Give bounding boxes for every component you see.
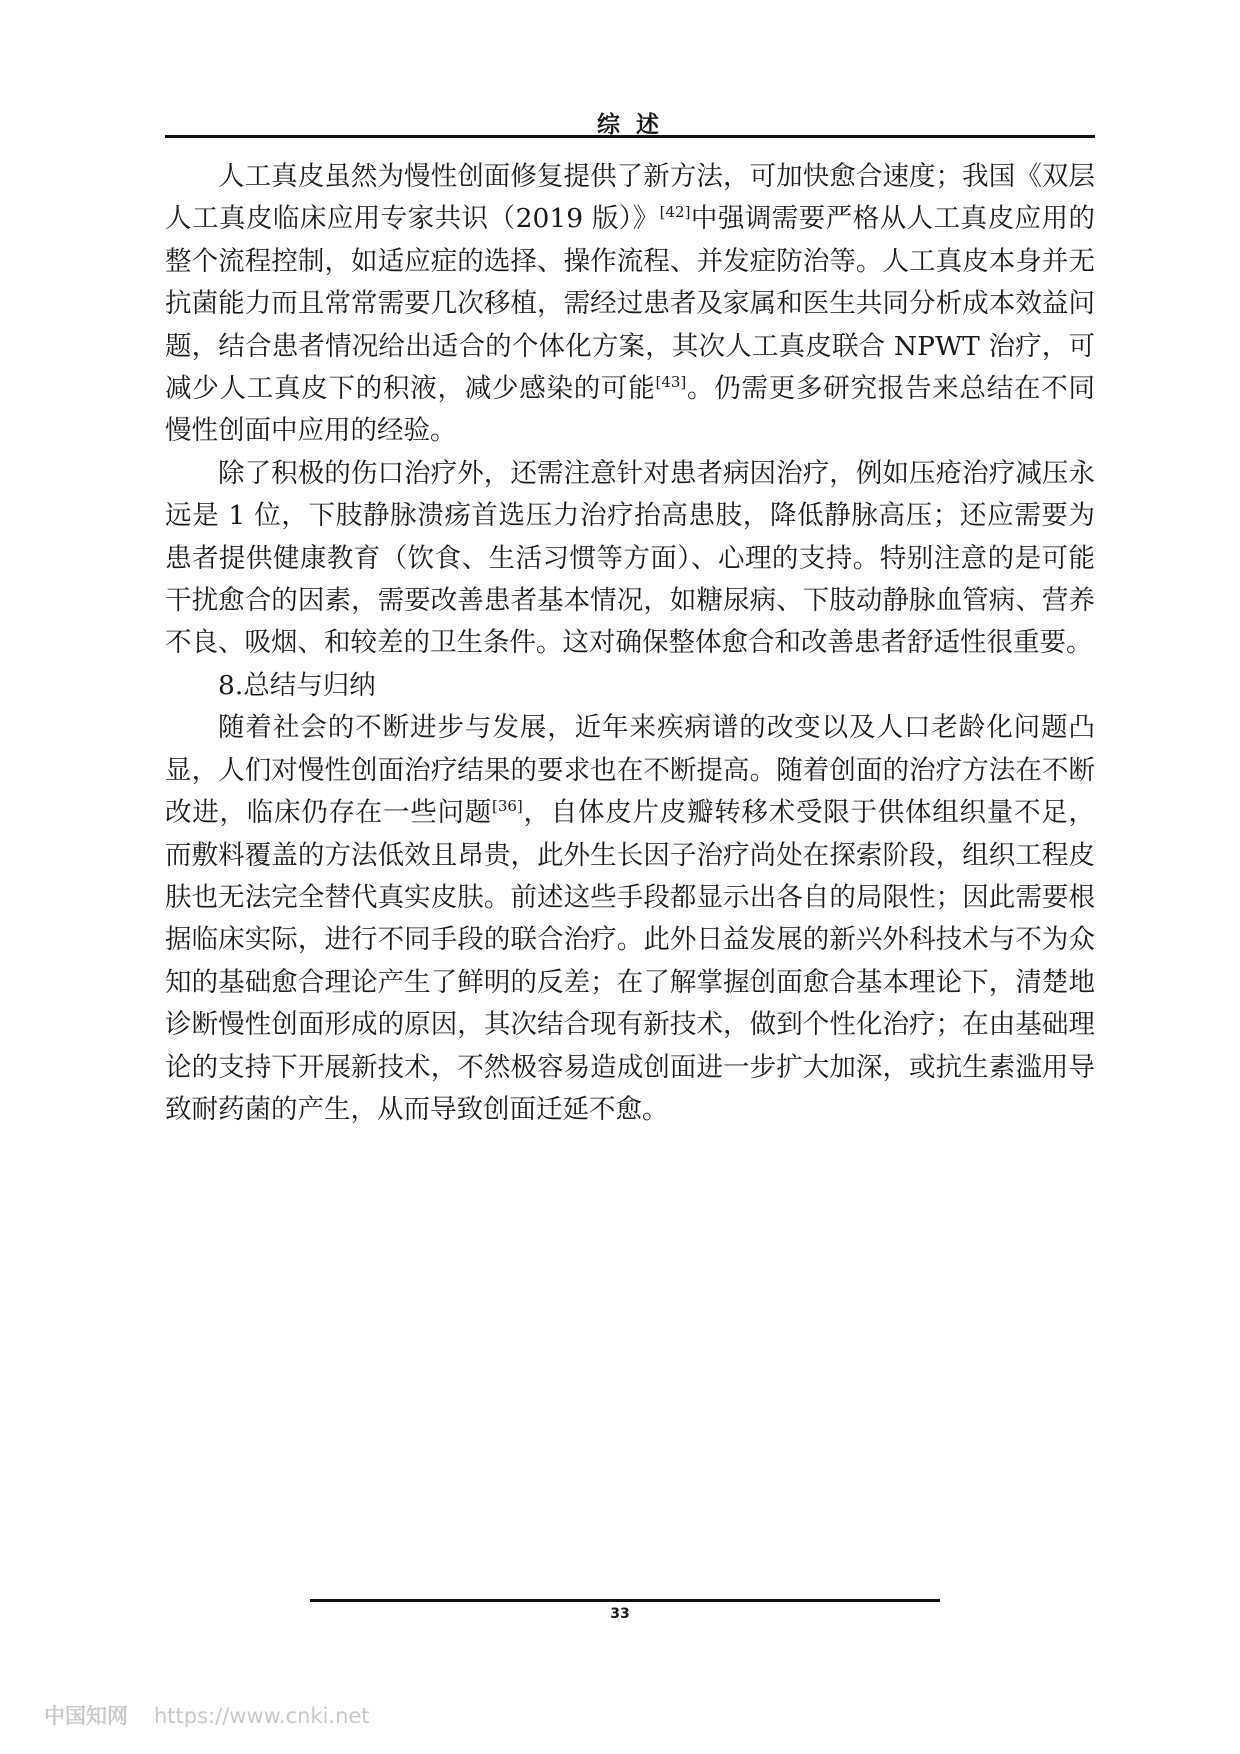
paragraph-summary (165, 707, 1095, 1131)
citation-ref[interactable]: [36] (491, 797, 523, 816)
watermark-url[interactable]: https://www.cnki.net (154, 1704, 370, 1728)
paragraph-text: 随着社会的不断进步与发展，近年来疾病谱的改变以及人口老龄化问题凸显，人们对慢性创面治疗结果的要求也在不断提高。随着创面的治疗方法在不断改进，临床仍存在一些问题 (165, 712, 1095, 829)
paragraph-text: ，自体皮片皮瓣转移术受限于供体组织量不足，而敷料覆盖的方法低效且昂贵，此外生长因子治疗尚处在探索阶段，组织工程皮肤也无法完全替代真实皮肤。前述这些手段都显示出各自的局限性；因此需要根据临床实际，进行不同手段的联合治疗。此外日益发展的新兴外科技术与不为众知的基础愈合理论产生了鲜明的反差；在了解掌握创面愈合基本理论下，清楚地诊断慢性创面形成的原因，其次结合现有新技术，做到个性化治疗；在由基础理论的支持下开展新技术，不然极容易造成创面进一步扩大加深，或抗生素滥用导致耐药菌的产生，从而导致创面迁延不愈。 (165, 797, 1096, 1125)
page-header (165, 102, 1095, 140)
body-text (165, 156, 1095, 1131)
cnki-watermark (44, 1700, 370, 1730)
paragraph-text: 中强调需要严格从人工真皮应用的整个流程控制，如适应症的选择、操作流程、并发症防治等。人工真皮本身并无抗菌能力而且常常需要几次移植，需经过患者及家属和医生共同分析成本效益问题，结合患者情况给出适合的个体化方案，其次人工真皮联合 NPWT 治疗，可减少人工真皮下的积液，减少感染的可能 (165, 203, 1095, 405)
paragraph-text: 除了积极的伤口治疗外，还需注意针对患者病因治疗，例如压疮治疗减压永远是 1 位，下肢静脉溃疡首选压力治疗抬高患肢，降低静脉高压；还应需要为患者提供健康教育（饮食、生活习惯等方面）、心理的支持。特别注意的是可能干扰愈合的因素，需要改善患者基本情况，如糖尿病、下肢动静脉血管病、营养不良、吸烟、和较差的卫生条件。这对确保整体愈合和改善患者舒适性很重要。 (165, 457, 1095, 659)
page-number: 33 (610, 1606, 630, 1622)
citation-ref[interactable]: [43] (655, 373, 687, 392)
paragraph-etiology-treatment (165, 453, 1095, 665)
citation-ref[interactable]: [42] (659, 203, 691, 222)
paragraph-text: 人工真皮虽然为慢性创面修复提供了新方法，可加快愈合速度；我国《双层人工真皮临床应用专家共识（2019 版）》 (165, 161, 1095, 235)
section-heading: 8.总结与归纳 (218, 669, 376, 701)
paragraph-artificial-dermis (165, 156, 1095, 453)
paragraph-text: 。仍需更多研究报告来总结在不同慢性创面中应用的经验。 (165, 373, 1096, 447)
footer-rule (310, 1599, 940, 1602)
running-header-title: 综 述 (596, 112, 663, 138)
header-rule (165, 135, 1095, 138)
watermark-brand: 中国知网 (44, 1704, 128, 1728)
